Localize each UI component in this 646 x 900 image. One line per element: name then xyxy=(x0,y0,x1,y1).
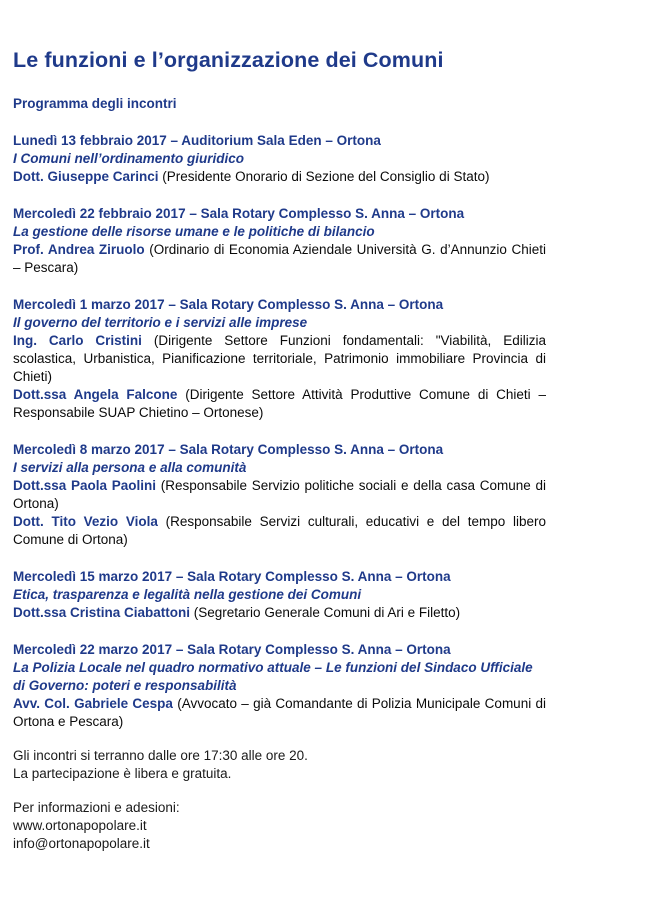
speaker-name: Dott. Giuseppe Carinci xyxy=(13,169,159,184)
speaker-name: Dott.ssa Angela Falcone xyxy=(13,387,178,402)
speaker-role: (Responsabile Servizi culturali, educativi e del tempo libero Comune di Ortona) xyxy=(13,514,546,547)
speaker xyxy=(13,241,546,277)
speaker xyxy=(13,477,546,513)
contacts-label: Per informazioni e adesioni: xyxy=(13,800,180,815)
speaker xyxy=(13,695,546,731)
speaker xyxy=(13,332,546,386)
schedule-time-text: Gli incontri si terranno dalle ore 17:30 alle ore 20. xyxy=(13,748,308,763)
event-topic: Il governo del territorio e i servizi alle imprese xyxy=(13,315,308,330)
event-6 xyxy=(13,641,546,731)
participation-text: La partecipazione è libera e gratuita. xyxy=(13,766,232,781)
program-subtitle: Programma degli incontri xyxy=(13,96,177,111)
event-heading: Mercoledì 8 marzo 2017 – Sala Rotary Complesso S. Anna – Ortona xyxy=(13,442,444,457)
event-topic: La Polizia Locale nel quadro normativo attuale – Le funzioni del Sindaco Ufficiale di Governo: poteri e responsabilità xyxy=(13,660,533,693)
speaker-name: Avv. Col. Gabriele Cespa xyxy=(13,696,173,711)
event-topic: I servizi alla persona e alla comunità xyxy=(13,460,247,475)
event-heading: Lunedì 13 febbraio 2017 – Auditorium Sala Eden – Ortona xyxy=(13,133,381,148)
website-link[interactable]: www.ortonapopolare.it xyxy=(13,818,147,833)
event-heading: Mercoledì 15 marzo 2017 – Sala Rotary Complesso S. Anna – Ortona xyxy=(13,569,451,584)
speaker xyxy=(13,604,546,622)
contacts-block xyxy=(13,799,546,853)
event-3 xyxy=(13,296,546,422)
speaker-role: (Ordinario di Economia Aziendale Università G. d’Annunzio Chieti – Pescara) xyxy=(13,242,546,275)
event-heading: Mercoledì 22 febbraio 2017 – Sala Rotary Complesso S. Anna – Ortona xyxy=(13,206,465,221)
event-4 xyxy=(13,441,546,549)
speaker-name: Prof. Andrea Ziruolo xyxy=(13,242,145,257)
event-1 xyxy=(13,132,546,186)
event-heading: Mercoledì 1 marzo 2017 – Sala Rotary Complesso S. Anna – Ortona xyxy=(13,297,444,312)
speaker xyxy=(13,168,546,186)
page-title: Le funzioni e l’organizzazione dei Comuni xyxy=(13,48,444,72)
event-topic: Etica, trasparenza e legalità nella gestione dei Comuni xyxy=(13,587,362,602)
speaker-name: Ing. Carlo Cristini xyxy=(13,333,142,348)
speaker xyxy=(13,513,546,549)
speaker-role: (Dirigente Settore Attività Produttive Comune di Chieti – Responsabile SUAP Chietino – Ortonese) xyxy=(13,387,546,420)
speaker-name: Dott.ssa Cristina Ciabattoni xyxy=(13,605,191,620)
event-2 xyxy=(13,205,546,277)
schedule-note xyxy=(13,747,546,783)
speaker-role: (Avvocato – già Comandante di Polizia Municipale Comuni di Ortona e Pescara) xyxy=(13,696,546,729)
speaker-role: (Segretario Generale Comuni di Ari e Filetto) xyxy=(190,605,461,620)
event-5 xyxy=(13,568,546,622)
event-topic: La gestione delle risorse umane e le politiche di bilancio xyxy=(13,224,375,239)
event-topic: I Comuni nell’ordinamento giuridico xyxy=(13,151,245,166)
speaker-name: Dott.ssa Paola Paolini xyxy=(13,478,156,493)
speaker-name: Dott. Tito Vezio Viola xyxy=(13,514,158,529)
event-heading: Mercoledì 22 marzo 2017 – Sala Rotary Complesso S. Anna – Ortona xyxy=(13,642,451,657)
email-link[interactable]: info@ortonapopolare.it xyxy=(13,836,150,851)
speaker xyxy=(13,386,546,422)
speaker-role: (Presidente Onorario di Sezione del Consiglio di Stato) xyxy=(158,169,490,184)
speaker-role: (Responsabile Servizio politiche sociali e della casa Comune di Ortona) xyxy=(13,478,546,511)
speaker-role: (Dirigente Settore Funzioni fondamentali: "Viabilità, Edilizia scolastica, Urbanistica, Pianificazione territoriale, Patrimonio immobiliare Provincia di Chieti) xyxy=(13,333,546,384)
